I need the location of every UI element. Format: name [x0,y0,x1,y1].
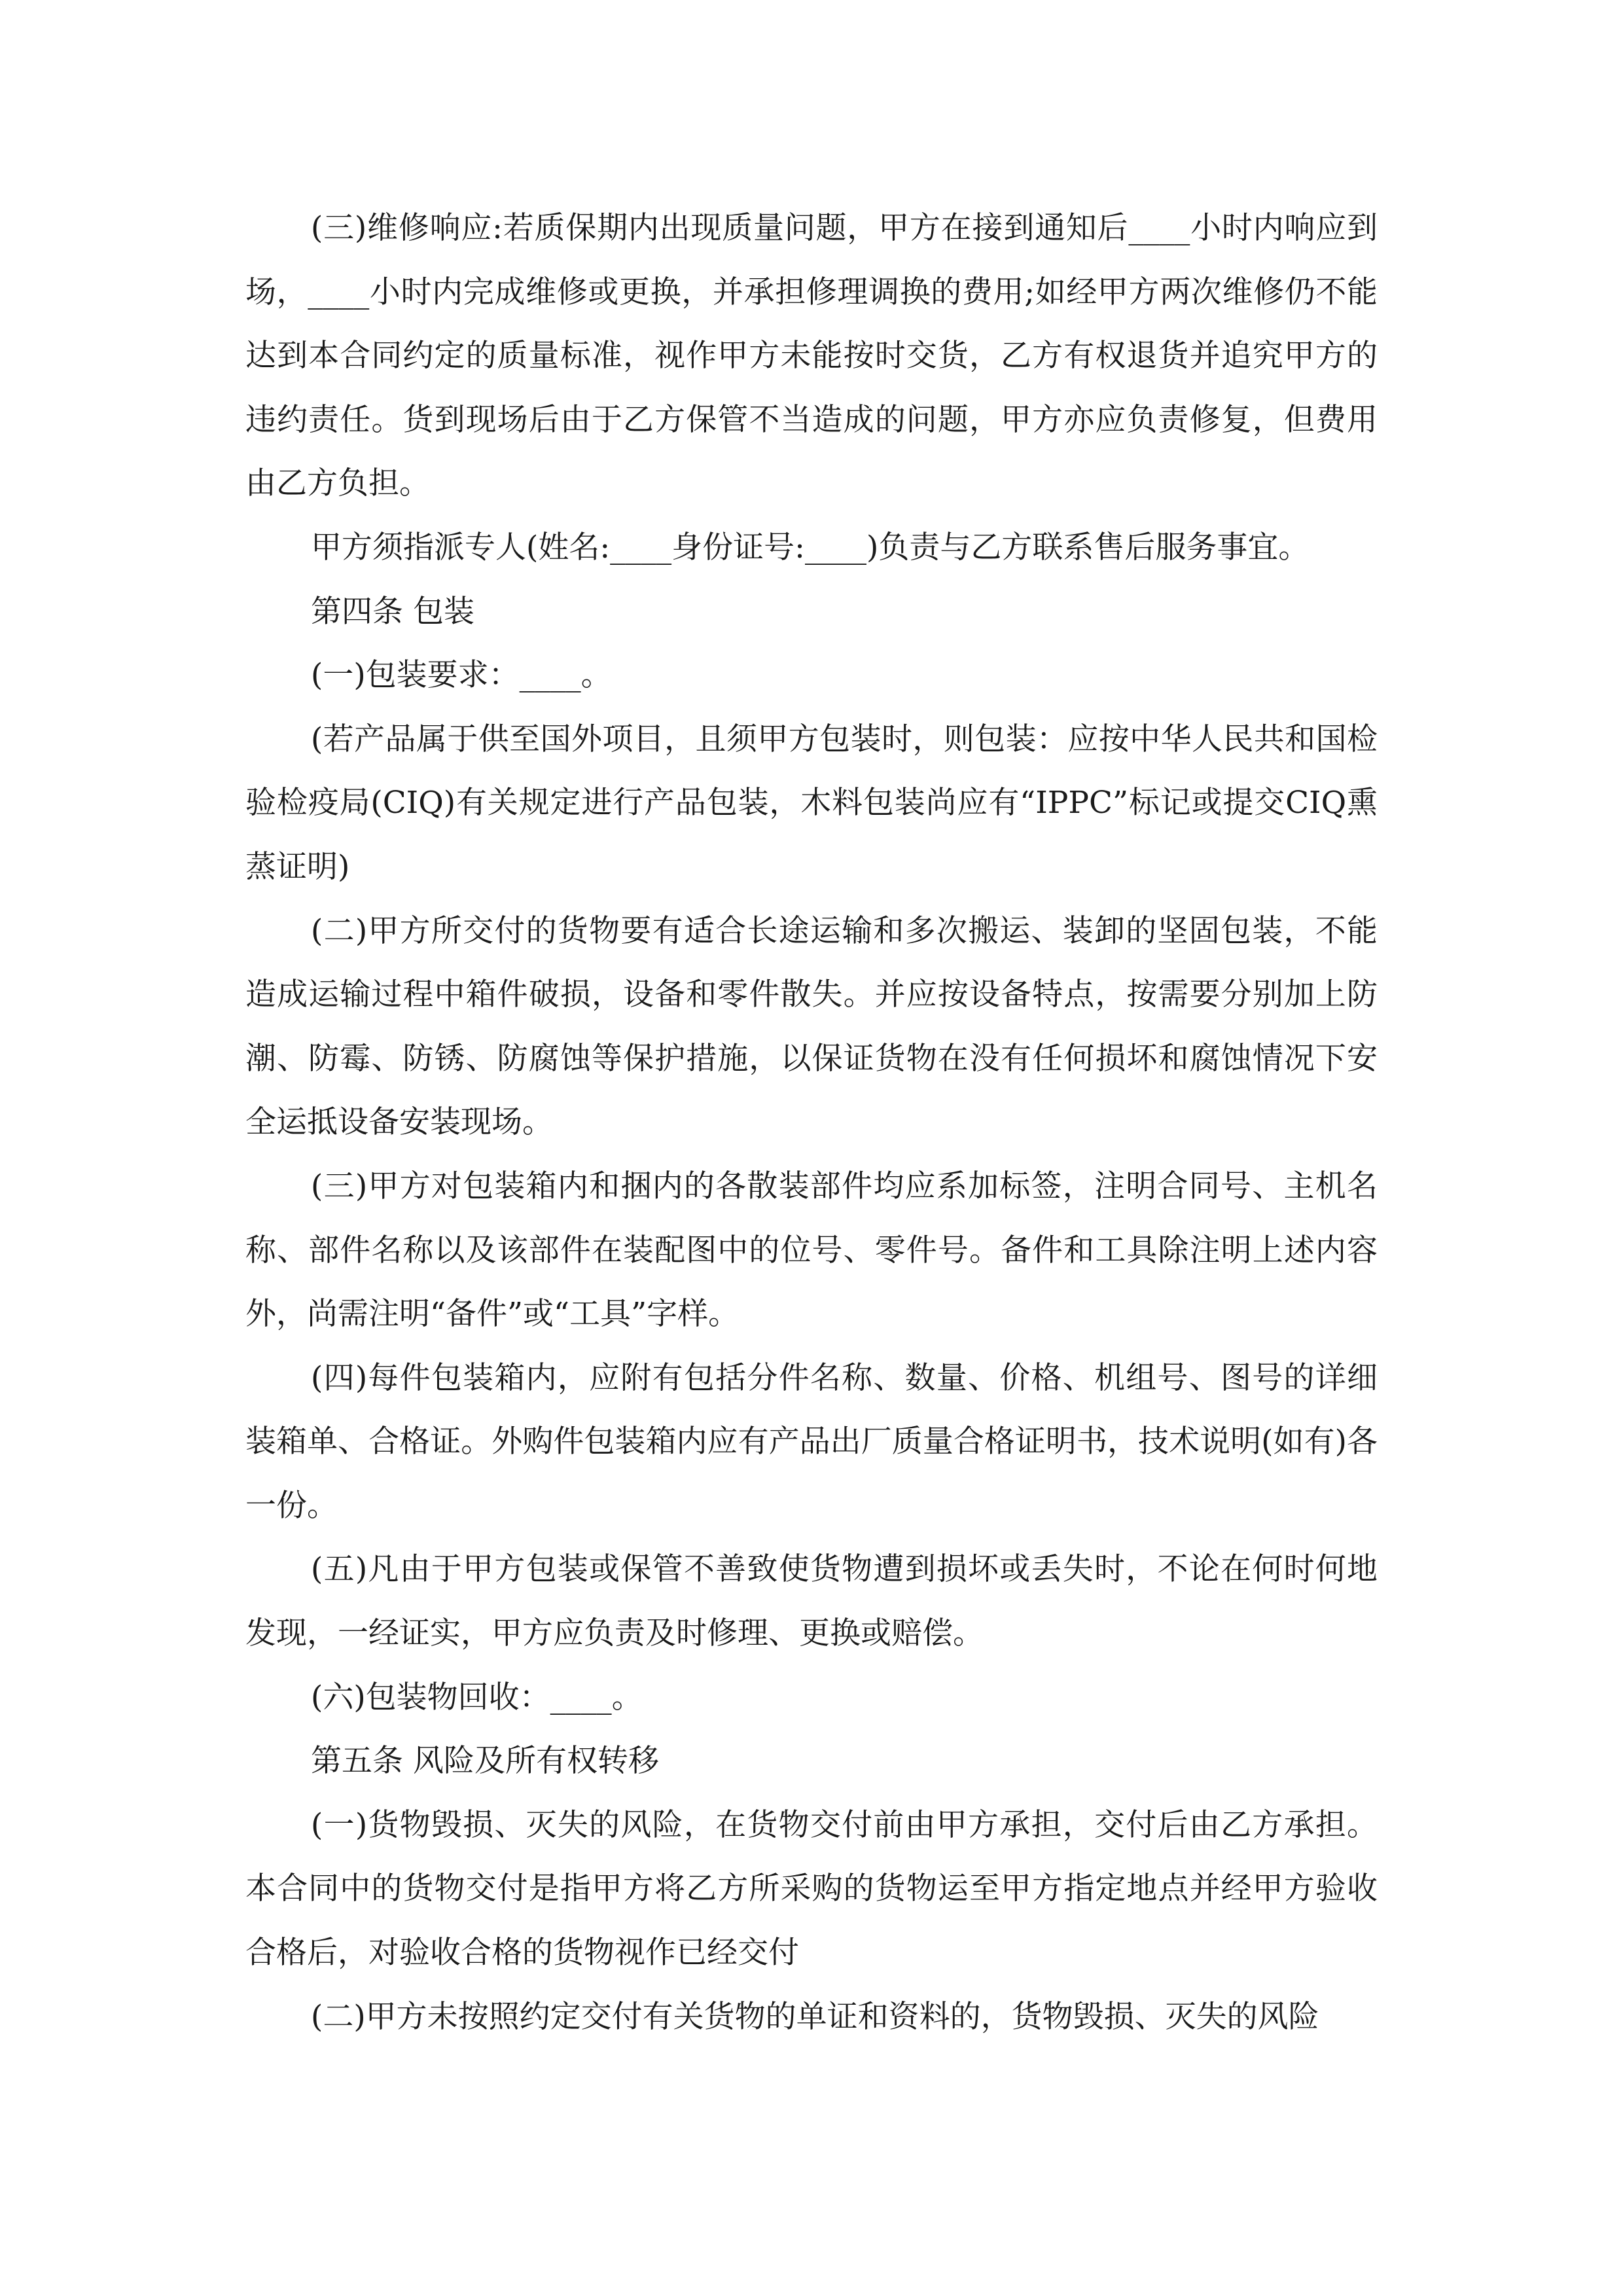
paragraph-labeling: (三)甲方对包装箱内和捆内的各散装部件均应系加标签，注明合同号、主机名称、部件名称以及该部件在装配图中的位号、零件号。备件和工具除注明上述内容外，尚需注明“备件”或“工具”字样。 [245,1168,1378,1333]
paragraph-contact-person: 甲方须指派专人(姓名:____身份证号:____)负责与乙方联系售后服务事宜。 [311,529,1310,565]
paragraph-packing-list: (四)每件包装箱内，应附有包括分件名称、数量、价格、机组号、图号的详细装箱单、合格证。外购件包装箱内应有产品出厂质量合格证明书，技术说明(如有)各一份。 [245,1359,1378,1524]
paragraph-documents-risk: (二)甲方未按照约定交付有关货物的单证和资料的，货物毁损、灭失的风险 [311,1998,1319,2035]
paragraph-sturdy-packaging: (二)甲方所交付的货物要有适合长途运输和多次搬运、装卸的坚固包装，不能造成运输过程中箱件破损，设备和零件散失。并应按设备特点，按需要分别加上防潮、防霉、防锈、防腐蚀等保护措施，以保证货物在没有任何损坏和腐蚀情况下安全运抵设备安装现场。 [245,912,1378,1141]
paragraph-repair-response: (三)维修响应:若质保期内出现质量问题，甲方在接到通知后____小时内响应到场，____小时内完成维修或更换，并承担修理调换的费用;如经甲方两次维修仍不能达到本合同约定的质量标准，视作甲方未能按时交货，乙方有权退货并追究甲方的违约责任。货到现场后由于乙方保管不当造成的问题，甲方亦应负责修复，但费用由乙方负担。 [245,210,1378,502]
article-heading-risk-transfer: 第五条 风险及所有权转移 [311,1743,659,1780]
paragraph-damage-liability: (五)凡由于甲方包装或保管不善致使货物遭到损坏或丢失时，不论在何时何地发现，一经证实，甲方应负责及时修理、更换或赔偿。 [245,1551,1378,1652]
paragraph-packaging-requirement: (一)包装要求：____。 [311,657,612,694]
article-heading-packaging: 第四条 包装 [311,593,474,630]
paragraph-packaging-recovery: (六)包装物回收：____。 [311,1679,643,1715]
document-body [245,196,1378,2049]
paragraph-export-packaging: (若产品属于供至国外项目，且须甲方包装时，则包装：应按中华人民共和国检验检疫局(CIQ)有关规定进行产品包装，木料包装尚应有“IPPC”标记或提交CIQ熏蒸证明) [245,721,1378,885]
paragraph-risk-before-delivery: (一)货物毁损、灭失的风险，在货物交付前由甲方承担，交付后由乙方承担。本合同中的货物交付是指甲方将乙方所采购的货物运至甲方指定地点并经甲方验收合格后，对验收合格的货物视作已经交付 [245,1806,1378,1971]
